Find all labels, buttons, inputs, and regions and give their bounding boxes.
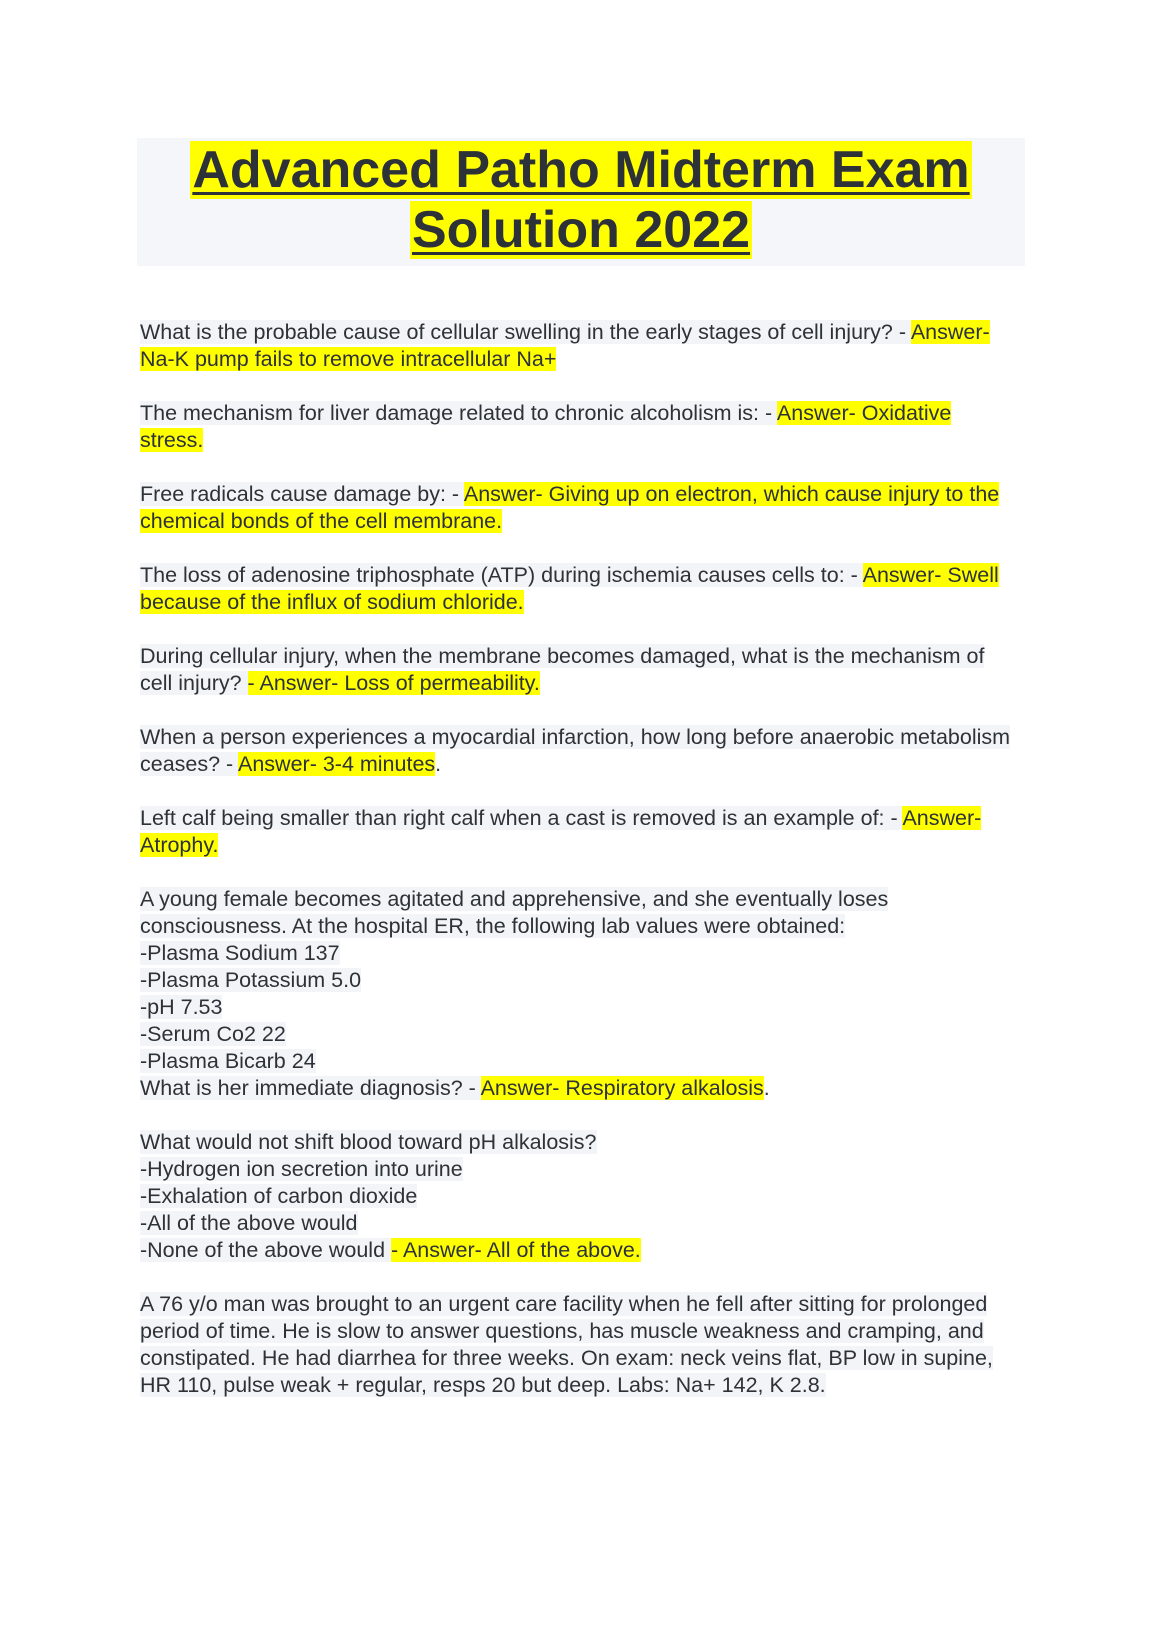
qa-item-3 bbox=[140, 481, 1020, 535]
answer-tail: . bbox=[763, 1076, 770, 1100]
question-text: When a person experiences a myocardial infarction, how long before anaerobic metabolism ceases? - bbox=[140, 725, 1011, 776]
qa-item-10 bbox=[140, 1291, 1020, 1399]
document-title-line-2: Solution 2022 bbox=[411, 201, 751, 259]
lab-value: -Plasma Sodium 137 bbox=[140, 941, 340, 965]
option-line: -Exhalation of carbon dioxide bbox=[140, 1184, 418, 1208]
question-line bbox=[140, 1075, 1020, 1102]
qa-item-1 bbox=[140, 319, 1020, 373]
question-line bbox=[140, 1129, 1020, 1156]
question-text: Free radicals cause damage by: - bbox=[140, 482, 464, 506]
qa-item-6 bbox=[140, 724, 1020, 778]
answer-highlight: - Answer- Loss of permeability. bbox=[247, 671, 540, 695]
answer-highlight: Answer- Respiratory alkalosis bbox=[480, 1076, 764, 1100]
question-text: During cellular injury, when the membrane becomes damaged, what is the mechanism of cell injury? bbox=[140, 644, 985, 695]
option-line: -None of the above would - Answer- All of the above. bbox=[140, 1238, 641, 1262]
answer-highlight: - Answer- All of the above. bbox=[391, 1238, 641, 1262]
lab-value: -Plasma Bicarb 24 bbox=[140, 1049, 316, 1073]
option-line: -Hydrogen ion secretion into urine bbox=[140, 1157, 463, 1181]
qa-item-4 bbox=[140, 562, 1020, 616]
qa-item-5 bbox=[140, 643, 1020, 697]
question-text: The loss of adenosine triphosphate (ATP) during ischemia causes cells to: - bbox=[140, 563, 863, 587]
option-line: -All of the above would bbox=[140, 1211, 358, 1235]
title-band bbox=[137, 138, 1025, 266]
question-text: What is the probable cause of cellular swelling in the early stages of cell injury? - bbox=[140, 320, 911, 344]
lab-value: -Plasma Potassium 5.0 bbox=[140, 968, 362, 992]
answer-highlight: Answer- Atrophy. bbox=[140, 806, 982, 857]
answer-highlight: Answer- Na-K pump fails to remove intracellular Na+ bbox=[140, 320, 990, 371]
answer-tail: . bbox=[435, 752, 442, 776]
qa-item-9 bbox=[140, 1129, 1020, 1264]
lab-value: -Serum Co2 22 bbox=[140, 1022, 286, 1046]
question-text: Left calf being smaller than right calf when a cast is removed is an example of: - bbox=[140, 806, 903, 830]
answer-highlight: Answer- 3-4 minutes bbox=[238, 752, 436, 776]
qa-item-8 bbox=[140, 886, 1020, 1102]
document-body bbox=[140, 319, 1020, 1426]
question-text: The mechanism for liver damage related to chronic alcoholism is: - bbox=[140, 401, 777, 425]
document-title-line-1: Advanced Patho Midterm Exam bbox=[192, 141, 970, 199]
answer-highlight: Answer- Oxidative stress. bbox=[140, 401, 952, 452]
question-text: What is her immediate diagnosis? - bbox=[140, 1076, 481, 1100]
case-text: A 76 y/o man was brought to an urgent care facility when he fell after sitting for prolonged period of time. He is slow to answer questions, has muscle weakness and cramping, and constipated. He had diarrhea for three weeks. On exam: neck veins flat, BP low in supine, HR 110, pulse weak + regular, resps 20 but deep. Labs: Na+ 142, K 2.8. bbox=[140, 1292, 993, 1397]
lab-value: -pH 7.53 bbox=[140, 995, 223, 1019]
answer-highlight: Answer- Swell because of the influx of sodium chloride. bbox=[140, 563, 999, 614]
answer-highlight: Answer- Giving up on electron, which cause injury to the chemical bonds of the cell membrane. bbox=[140, 482, 1000, 533]
case-intro: A young female becomes agitated and apprehensive, and she eventually loses consciousness. At the hospital ER, the following lab values were obtained: bbox=[140, 887, 889, 938]
qa-item-7 bbox=[140, 805, 1020, 859]
question-text: What would not shift blood toward pH alkalosis? bbox=[140, 1130, 597, 1154]
qa-item-2 bbox=[140, 400, 1020, 454]
